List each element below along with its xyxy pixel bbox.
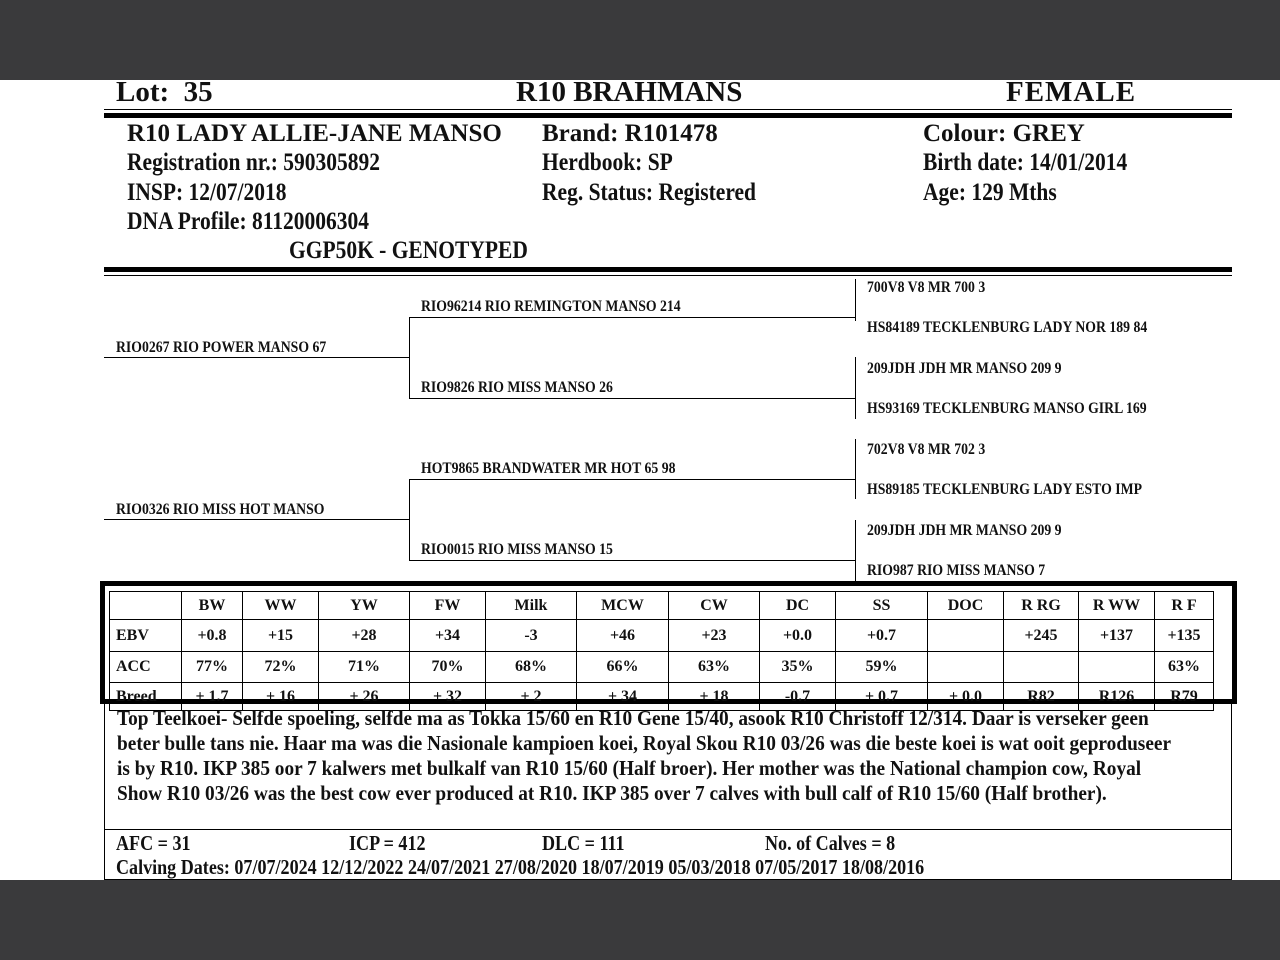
pedigree-ggp-3: 209JDH JDH MR MANSO 209 9: [867, 360, 1062, 377]
ebv-cell: + 0.0: [928, 683, 1004, 711]
pedigree-bracket-dam: [409, 479, 410, 561]
pedigree-sire-dam: RIO9826 RIO MISS MANSO 26: [421, 379, 613, 396]
ebv-row-label: ACC: [110, 652, 182, 683]
header-rule-thick: [104, 113, 1232, 118]
ebv-cell: 63%: [669, 652, 760, 683]
ebv-col-header: BW: [182, 592, 243, 620]
ebv-cell: R79: [1155, 683, 1214, 711]
pedigree-ggp-8: RIO987 RIO MISS MANSO 7: [867, 562, 1046, 579]
insp-date: INSP: 12/07/2018: [127, 179, 287, 206]
pedigree-bracket-sire: [409, 317, 410, 399]
calving-dates: Calving Dates: 07/07/2024 12/12/2022 24/07/2021 27/08/2020 18/07/2019 05/03/2018 07/05/2017 18/08/2016: [116, 855, 925, 879]
ebv-cell: +0.8: [182, 620, 243, 652]
ebv-cell: + 16: [243, 683, 319, 711]
ebv-cell: + 34: [577, 683, 669, 711]
ebv-cell: +135: [1155, 620, 1214, 652]
pedigree-ggp-5: 702V8 V8 MR 702 3: [867, 441, 986, 458]
ebv-cell: +0.7: [836, 620, 928, 652]
calving-box: [104, 829, 1232, 880]
ebv-cell: [1079, 652, 1155, 683]
lot-label: Lot: 35: [116, 80, 213, 109]
pedigree-line-sd: [409, 398, 855, 399]
ebv-col-header: DOC: [928, 592, 1004, 620]
ebv-header-row: [110, 592, 1214, 620]
pedigree-bracket-3: [855, 439, 856, 499]
pedigree-ggp-1: 700V8 V8 MR 700 3: [867, 279, 986, 296]
registration-number: Registration nr.: 590305892: [127, 149, 381, 176]
ebv-row-label: Breed: [110, 683, 182, 711]
ebv-cell: -0.7: [760, 683, 836, 711]
ebv-cell: 66%: [577, 652, 669, 683]
info-rule-thick: [104, 267, 1232, 272]
sex-label: FEMALE: [1006, 80, 1137, 108]
genotype-status: GGP50K - GENOTYPED: [289, 237, 528, 264]
ebv-cell: + 32: [410, 683, 486, 711]
ebv-cell: + 0.7: [836, 683, 928, 711]
ebv-col-header: DC: [760, 592, 836, 620]
ebv-cell: 70%: [410, 652, 486, 683]
pedigree-line-dam: [104, 519, 409, 520]
age: Age: 129 Mths: [923, 179, 1057, 206]
ebv-cell: R82: [1004, 683, 1079, 711]
ebv-cell: + 1.7: [182, 683, 243, 711]
pedigree-line-ss: [409, 317, 855, 318]
pedigree-bracket-1: [855, 279, 856, 321]
ebv-cell: [928, 652, 1004, 683]
ebv-col-header: R F: [1155, 592, 1214, 620]
ebv-table: [109, 591, 1214, 711]
ebv-cell: 63%: [1155, 652, 1214, 683]
breeder-name: R10 BRAHMANS: [516, 80, 743, 108]
ebv-cell: +34: [410, 620, 486, 652]
comment-text: Top Teelkoei- Selfde spoeling, selfde ma as Tokka 15/60 en R10 Gene 15/40, asook R10 Christoff 12/314. Daar is verseker geen beter bulle tans nie. Haar ma was die Nasionale kampioen koei, Royal Skou R10 03/26 was die beste koei is wat ooit geproduseer is by R10. IKP 385 oor 7 kalwers met bulkalf van R10 15/60 (Half broer). Her mother was the National champion cow, Royal Show R10 03/26 was the best cow ever produced at R10. IKP 385 over 7 calves with bull calf of R10 15/60 (Half brother).: [117, 706, 1171, 805]
comment-box: [104, 704, 1232, 830]
info-rule-thin: [104, 275, 1232, 276]
pedigree-ggp-4: HS93169 TECKLENBURG MANSO GIRL 169: [867, 400, 1147, 417]
ebv-cell: +28: [319, 620, 410, 652]
ebv-cell: +23: [669, 620, 760, 652]
herdbook: Herdbook: SP: [542, 149, 673, 176]
pedigree-ggp-7: 209JDH JDH MR MANSO 209 9: [867, 522, 1062, 539]
dlc-value: DLC = 111: [542, 831, 625, 855]
ebv-cell: [1004, 652, 1079, 683]
ebv-cell: +245: [1004, 620, 1079, 652]
registration-status: Reg. Status: Registered: [542, 179, 756, 206]
ebv-cell: + 26: [319, 683, 410, 711]
ebv-cell: +0.0: [760, 620, 836, 652]
icp-value: ICP = 412: [349, 831, 426, 855]
ebv-col-header: R RG: [1004, 592, 1079, 620]
pedigree-ggp-2: HS84189 TECKLENBURG LADY NOR 189 84: [867, 319, 1148, 336]
header-rule-thin: [104, 109, 1232, 110]
pedigree-line-ds: [409, 479, 855, 480]
ebv-cell: R126: [1079, 683, 1155, 711]
pedigree-dam-sire: HOT9865 BRANDWATER MR HOT 65 98: [421, 460, 676, 477]
ebv-table-frame: [100, 581, 1237, 704]
pedigree-sire: RIO0267 RIO POWER MANSO 67: [116, 339, 327, 356]
ebv-cell: 59%: [836, 652, 928, 683]
ebv-cell: +137: [1079, 620, 1155, 652]
pedigree-sire-sire: RIO96214 RIO REMINGTON MANSO 214: [421, 298, 681, 315]
acc-row: [110, 652, 1214, 683]
ebv-cell: 72%: [243, 652, 319, 683]
pedigree-line-dd: [409, 560, 855, 561]
ebv-cell: 71%: [319, 652, 410, 683]
brand: Brand: R101478: [542, 120, 718, 147]
ebv-col-header: WW: [243, 592, 319, 620]
ebv-col-header: Milk: [486, 592, 577, 620]
pedigree-bracket-2: [855, 357, 856, 419]
ebv-row: [110, 620, 1214, 652]
ebv-cell: + 2: [486, 683, 577, 711]
pedigree-ggp-6: HS89185 TECKLENBURG LADY ESTO IMP: [867, 481, 1142, 498]
ebv-col-header: MCW: [577, 592, 669, 620]
ebv-col-header: YW: [319, 592, 410, 620]
ebv-cell: 68%: [486, 652, 577, 683]
animal-name: R10 LADY ALLIE-JANE MANSO: [127, 120, 502, 147]
ebv-col-header: R WW: [1079, 592, 1155, 620]
ebv-cell: 77%: [182, 652, 243, 683]
ebv-cell: +46: [577, 620, 669, 652]
ebv-cell: [928, 620, 1004, 652]
pedigree-dam-dam: RIO0015 RIO MISS MANSO 15: [421, 541, 613, 558]
ebv-col-header: SS: [836, 592, 928, 620]
colour: Colour: GREY: [923, 120, 1085, 147]
ebv-col-header: CW: [669, 592, 760, 620]
calves-count: No. of Calves = 8: [765, 831, 896, 855]
afc-value: AFC = 31: [116, 831, 191, 855]
pedigree-bracket-4: [855, 520, 856, 582]
pedigree-dam: RIO0326 RIO MISS HOT MANSO: [116, 501, 325, 518]
ebv-cell: -3: [486, 620, 577, 652]
pedigree-line-sire: [104, 357, 409, 358]
ebv-cell: 35%: [760, 652, 836, 683]
ebv-col-header: [110, 592, 182, 620]
ebv-cell: + 18: [669, 683, 760, 711]
dna-profile: DNA Profile: 81120006304: [127, 208, 370, 235]
ebv-col-header: FW: [410, 592, 486, 620]
lot-sheet: [0, 80, 1280, 880]
birth-date: Birth date: 14/01/2014: [923, 149, 1128, 176]
ebv-row-label: EBV: [110, 620, 182, 652]
ebv-cell: +15: [243, 620, 319, 652]
lot-number: 35: [183, 80, 213, 108]
